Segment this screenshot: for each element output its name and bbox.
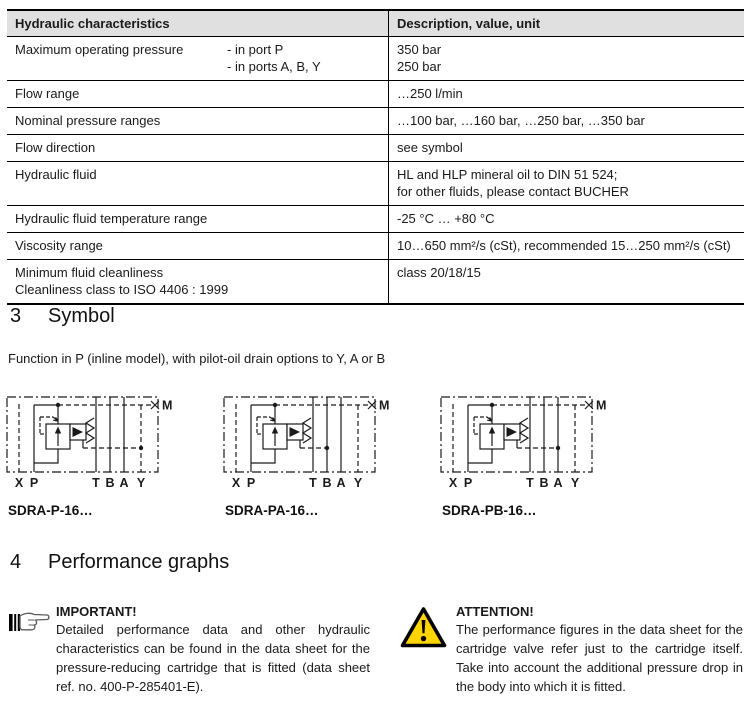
note-title: ATTENTION! [456,604,534,619]
row-value: see symbol [389,135,745,162]
table-row [7,81,744,108]
row-value: 250 bar [397,59,442,74]
port-label-Y: Y [136,476,146,490]
note-body: Detailed performance data and other hydraulic characteristics can be found in the data sheet for the pressure-reducing cartridge that is fitted (data sheet ref. no. 400-P-285401-E). [56,622,370,694]
port-label-T: T [309,476,317,490]
port-label-A: A [553,476,563,490]
valve-outlet-line [251,449,275,463]
row-value: HL and HLP mineral oil to DIN 51 524; [397,167,618,182]
hydraulic-symbol-pb [437,390,615,518]
row-value: -25 °C … +80 °C [389,206,745,233]
port-label-A: A [336,476,346,490]
table-row [7,37,744,81]
port-label-Y: Y [353,476,363,490]
valve-outlet-line [34,449,58,463]
valve-schematic-drawing [220,390,398,490]
port-label-B: B [539,476,549,490]
port-label-P: P [246,476,256,490]
table-header-characteristics: Hydraulic characteristics [7,10,389,37]
table-row [7,162,744,206]
section-number: 4 [10,551,22,573]
row-label: Hydraulic fluid temperature range [7,206,389,233]
drain-junction-dot [556,446,560,450]
symbol-caption: SDRA-PB-16… [442,503,537,518]
row-value: for other fluids, please contact BUCHER [397,184,629,199]
table-row [7,108,744,135]
section-heading-performance [10,551,229,574]
port-label-T: T [526,476,534,490]
port-label-B: B [105,476,115,490]
valve-outlet-line [468,449,492,463]
note-body: The performance figures in the data sheet for the cartridge valve refer just to the cartridge itself. Take into account the additional pressure drop in the body into which it is fitted. [456,622,743,694]
row-value: …250 l/min [389,81,745,108]
hydraulic-characteristics-table [7,9,744,305]
port-label-P: P [463,476,473,490]
port-label-X: X [14,476,24,490]
table-row [7,233,744,260]
row-label: Nominal pressure ranges [7,108,389,135]
drain-junction-dot [139,446,143,450]
table-row [7,206,744,233]
row-value: class 20/18/15 [397,265,481,280]
valve-schematic-drawing [437,390,615,490]
warning-triangle-icon [400,606,456,696]
port-label-T: T [92,476,100,490]
row-label: Flow range [7,81,389,108]
pointing-hand-icon [8,606,56,696]
port-label-X: X [231,476,241,490]
symbol-intro-text: Function in P (inline model), with pilot-oil drain options to Y, A or B [8,351,386,366]
row-value: 350 bar [397,42,442,57]
section-title: Symbol [48,305,115,327]
spring-icon [520,418,528,443]
section-title: Performance graphs [48,551,230,573]
row-label: Cleanliness class to ISO 4406 : 1999 [15,282,229,297]
hydraulic-symbol-pa [220,390,398,518]
notes-row [8,604,743,696]
table-row [7,135,744,162]
port-label-P: P [29,476,39,490]
measure-port-label: M [596,398,607,413]
spring-icon [86,418,94,443]
section-heading-symbol [10,305,115,328]
row-value: …100 bar, …160 bar, …250 bar, …350 bar [389,108,745,135]
pilot-arrowhead [487,417,492,421]
row-sub-label: - in port P [227,42,284,57]
row-label: Hydraulic fluid [7,162,389,206]
hydraulic-symbol-p [3,390,181,518]
drain-junction-dot [325,446,329,450]
pilot-arrowhead [53,417,58,421]
pilot-arrowhead [270,417,275,421]
spring-icon [303,418,311,443]
attention-note [400,604,743,696]
row-label: Flow direction [7,135,389,162]
port-label-A: A [119,476,129,490]
symbol-caption: SDRA-P-16… [8,503,93,518]
row-value: 10…650 mm²/s (cSt), recommended 15…250 mm²/s (cSt) [389,233,745,260]
section-number: 3 [10,305,22,327]
port-label-Y: Y [570,476,580,490]
measure-port-label: M [162,398,173,413]
port-label-B: B [322,476,332,490]
note-title: IMPORTANT! [56,604,137,619]
symbol-diagrams-row [3,390,615,518]
table-header-description: Description, value, unit [389,10,745,37]
table-header-row [7,10,744,37]
symbol-caption: SDRA-PA-16… [225,503,319,518]
row-label: Minimum fluid cleanliness [15,265,164,280]
row-label: Maximum operating pressure [15,42,184,57]
row-sub-label: - in ports A, B, Y [227,59,321,74]
important-note [8,604,370,696]
row-label: Viscosity range [7,233,389,260]
measure-port-label: M [379,398,390,413]
valve-schematic-drawing [3,390,181,490]
table-row [7,260,744,305]
port-label-X: X [448,476,458,490]
